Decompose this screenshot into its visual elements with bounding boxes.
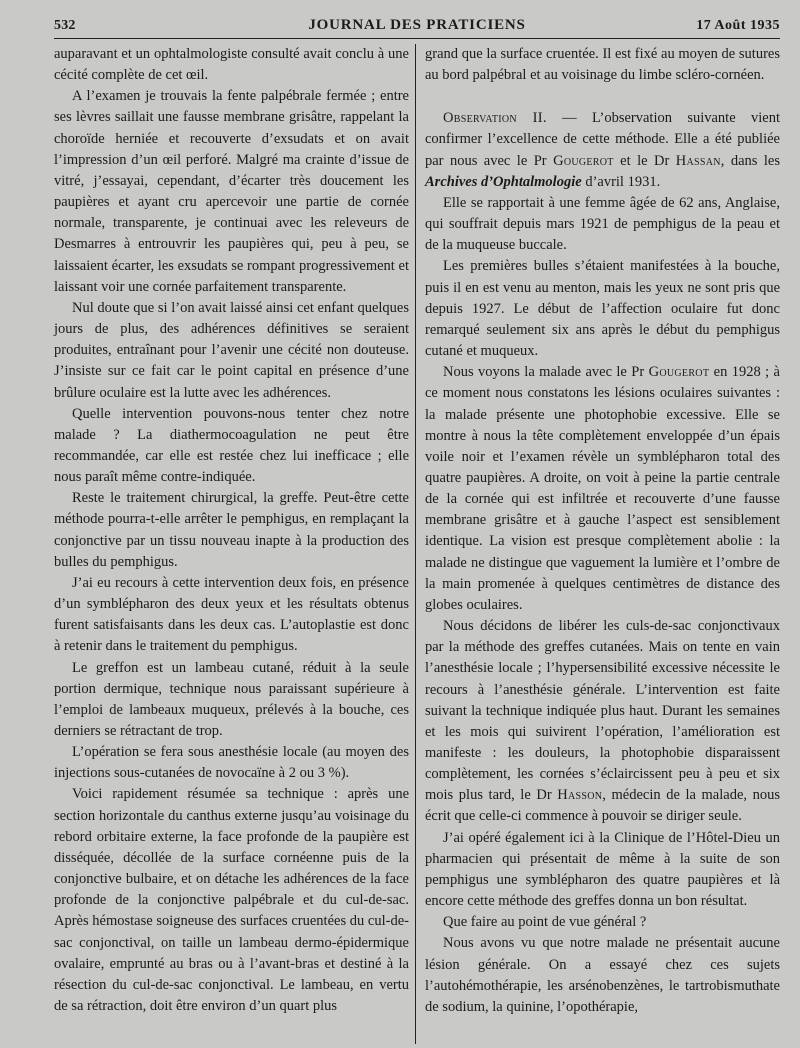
header-rule [54,38,780,39]
journal-title: JOURNAL DES PRATICIENS [308,17,526,33]
paragraph: Que faire au point de vue général ? [443,914,647,931]
paragraph: Nous voyons la malade avec le Pr Gougerot en 1928 ; à ce moment nous constatons les lésions oculaires suivantes : la malade présente une photophobie excessive. Elle se montre à nous la tête complètement enveloppée d’un épais voile noir et l’examen révèle un symblépharon total des quatre paupières. A droite, on voit à peine la partie centrale de la cornée qui est infiltrée et recouverte d’une fausse membrane grisâtre et à gauche l’aspect est sensiblement identique. La vision est presque complètement abolie : la malade ne distingue que vaguement la lumière et l’ombre de la main promenée à quelques centimètres de distance des globes oculaires. [425,364,780,613]
paragraph: Les premières bulles s’étaient manifestées à la bouche, puis il en est venu au menton, mais les yeux ne sont pris que depuis 1927. Le début de l’affection oculaire fut donc remarqué seulement six ans après le début du pemphigus cutané et muqueux. [425,258,780,360]
paragraph: Elle se rapportait à une femme âgée de 62 ans, Anglaise, qui souffrait depuis mars 1921 de pemphigus de la peau et de la muqueuse buccale. [425,194,780,254]
paragraph: Nul doute que si l’on avait laissé ainsi cet enfant quelques jours de plus, des adhérences définitives se seraient produites, entraînant pour l’avenir une cécité non douteuse. J’insiste sur ce fait car le point capital en présence d’une brûlure oculaire est la lutte avec les adhérences. [54,299,409,401]
column-divider [415,44,416,1044]
paragraph: J’ai eu recours à cette intervention deux fois, en présence d’un symblépharon des deux yeux et les résultats obtenus furent satisfaisants dans les deux cas. L’autoplastie est donc à retenir dans le traitement du pemphigus. [54,574,409,655]
journal-reference: Archives d’Ophtalmologie [425,173,582,190]
paragraph: Quelle intervention pouvons-nous tenter chez notre malade ? La diathermocoagulation ne peut être recommandée, car elle est restée chez lui inefficace ; elle nous paraît même contre-indiquée. [54,405,409,486]
paragraph: A l’examen je trouvais la fente palpébrale fermée ; entre ses lèvres saillait une fausse membrane grisâtre, rappelant la choroïde herniée et recouverte d’exsudats et on avait l’impression d’un œil perforé. Malgré ma crainte d’issue de vitré, j’essayai, cependant, d’écarter très doucement les paupières et ayant cru apercevoir une partie de cornée normale, transparente, je continuai avec les releveurs de Desmarres à entrouvrir les paupières qui, peu à peu, se laissaient écarter, les exsudats se rompant progressivement et laissant voir une cornée parfaitement transparente. [54,88,409,295]
observation-label: Observation II. [443,110,547,127]
paragraph: grand que la surface cruentée. Il est fixé au moyen de sutures au bord palpébral et au voisinage du limbe scléro-cornéen. [425,46,780,84]
paragraph: Nous avons vu que notre malade ne présentait aucune lésion générale. On a essayé chez ces sujets l’autohémothérapie, les arsénobenzènes, le tartrobismuthate de sodium, la quinine, l’opothérapie, [425,935,780,1015]
paragraph: Voici rapidement résumée sa technique : après une section horizontale du canthus externe jusqu’au voisinage du rebord orbitaire externe, la face profonde de la paupière est disséquée, décollée de la surface cornéenne puis de la conjonctive bulbaire, et on détache les adhérences de la face profonde de la conjonctive palpébrale et du cul-de-sac. Après hémostase soigneuse des surfaces cruentées du cul-de-sac conjonctival, on taille un lambeau dermo-épidermique ovalaire, emprunté au bras ou à l’avant-bras et destiné à la résection du cul-de-sac conjonctival. Le lambeau, en vertu de sa rétraction, doit être environ d’un quart plus [54,786,409,1015]
issue-date: 17 Août 1935 [696,18,780,33]
page-header [54,14,780,38]
author-name: Gougerot [648,364,710,381]
paragraph: L’opération se fera sous anesthésie locale (au moyen des injections sous-cutanées de novocaïne à 2 ou 3 %). [54,744,409,782]
paragraph: J’ai opéré également ici à la Clinique de l’Hôtel-Dieu un pharmacien qui présentait de même à la suite de son pemphigus une symblépharon des quatre paupières et là encore cette méthode des greffes donna un bon résultat. [425,829,780,910]
author-name: Gougerot [553,152,614,169]
right-column [425,44,780,1018]
left-column [54,44,409,1017]
author-name: Hasson [557,787,603,804]
page-number: 532 [54,18,76,33]
author-name: Hassan [675,152,721,169]
observation-paragraph: Observation II. — L’observation suivante vient confirmer l’excellence de cette méthode. Elle a été publiée par nous avec le Pr Gougerot et le Dr Hassan, dans les Archives d’Ophtalmologie d’avril 1931. [425,110,780,190]
paragraph: Le greffon est un lambeau cutané, réduit à la seule portion dermique, technique nous paraissant supérieure à l’emploi de lambeaux muqueux, prélevés à la bouche, ces derniers se rétractant de trop. [54,659,409,739]
paragraph: Reste le traitement chirurgical, la greffe. Peut-être cette méthode pourra-t-elle arrêter le pemphigus, en remplaçant la conjonctive par un tissu nouveau inapte à la production des bulles du pemphigus. [54,490,409,570]
paragraph: auparavant et un ophtalmologiste consulté avait conclu à une cécité complète de cet œil. [54,46,409,84]
paragraph: Nous décidons de libérer les culs-de-sac conjonctivaux par la méthode des greffes cutanées. Mais on tente en vain l’anesthésie locale ; l’hypersensibilité excessive nécessite le recours à l’anesthésie générale. L’intervention est faite suivant la technique indiquée plus haut. Durant les semaines et les mois qui suivirent l’opération, l’amélioration est manifeste : les douleurs, la photophobie disparaissent complètement, les cornées s’éclaircissent peu à peu et six mois plus tard, le Dr Hasson, médecin de la malade, nous écrit que celle-ci commence à pouvoir se diriger seule. [425,618,780,825]
